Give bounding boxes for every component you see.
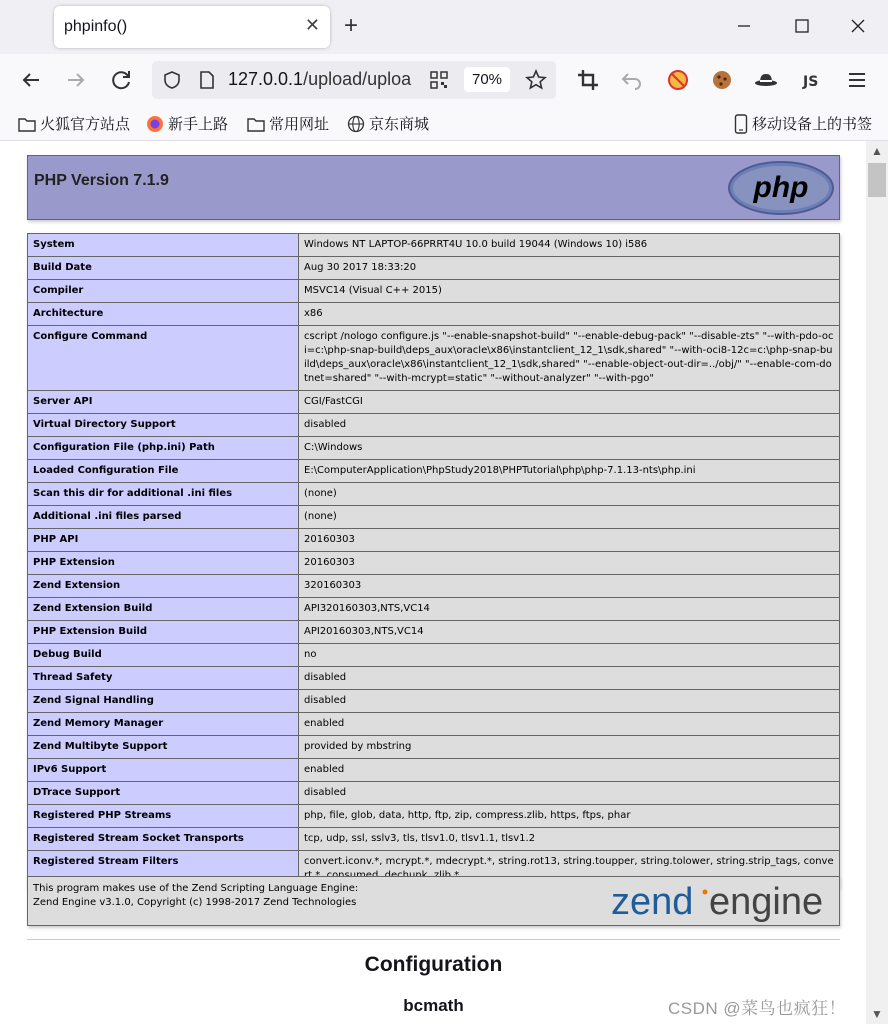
zend-logo-left: zend xyxy=(611,881,694,922)
info-value: Windows NT LAPTOP-66PRRT4U 10.0 build 19044 (Windows 10) i586 xyxy=(299,234,840,257)
shield-icon[interactable] xyxy=(162,70,182,90)
info-row xyxy=(28,483,840,506)
info-key: Scan this dir for additional .ini files xyxy=(28,483,299,506)
adblock-icon[interactable] xyxy=(664,66,692,94)
vertical-scrollbar[interactable] xyxy=(866,141,888,1024)
info-value: 20160303 xyxy=(299,552,840,575)
qr-code-icon[interactable] xyxy=(430,71,448,89)
info-row xyxy=(28,690,840,713)
info-row xyxy=(28,828,840,851)
info-row xyxy=(28,460,840,483)
info-value: C:\Windows xyxy=(299,437,840,460)
info-value: convert.iconv.*, mcrypt.*, mdecrypt.*, string.rot13, string.toupper, string.tolower, string.strip_tags, conve xyxy=(299,851,840,888)
info-key: Zend Signal Handling xyxy=(28,690,299,713)
info-value: API20160303,NTS,VC14 xyxy=(299,621,840,644)
firefox-icon xyxy=(146,115,164,133)
csdn-watermark: CSDN @菜鸟也疯狂！ xyxy=(668,999,847,1018)
info-value: no xyxy=(299,644,840,667)
info-value: E:\ComputerApplication\PhpStudy2018\PHPTutorial\php\php-7.1.13-nts\php.ini xyxy=(299,460,840,483)
page-viewport[interactable] xyxy=(0,141,866,1024)
undo-arrow-icon[interactable] xyxy=(618,66,646,94)
tab-strip xyxy=(0,0,888,54)
url-text[interactable] xyxy=(228,69,428,90)
forward-arrow-icon[interactable] xyxy=(62,66,90,94)
info-row xyxy=(28,575,840,598)
info-row xyxy=(28,506,840,529)
info-value: tcp, udp, ssl, sslv3, tls, tlsv1.0, tlsv1.1, tlsv1.2 xyxy=(299,828,840,851)
zend-engine-logo xyxy=(611,880,833,922)
php-logo xyxy=(727,160,835,216)
info-value: 20160303 xyxy=(299,529,840,552)
url-host: 127.0.0.1 xyxy=(228,69,304,89)
bookmark-jd-mall[interactable] xyxy=(347,113,429,134)
info-row xyxy=(28,326,840,391)
info-key: Loaded Configuration File xyxy=(28,460,299,483)
tab-phpinfo[interactable] xyxy=(54,6,330,48)
info-row xyxy=(28,759,840,782)
info-key: PHP API xyxy=(28,529,299,552)
info-row xyxy=(28,234,840,257)
info-value: MSVC14 (Visual C++ 2015) xyxy=(299,280,840,303)
svg-text:JS: JS xyxy=(803,74,819,90)
info-row xyxy=(28,529,840,552)
info-key: Server API xyxy=(28,391,299,414)
info-value: CGI/FastCGI xyxy=(299,391,840,414)
info-key: Zend Memory Manager xyxy=(28,713,299,736)
mobile-bookmarks-label: 移动设备上的书签 xyxy=(752,116,873,133)
php-version-title: PHP Version 7.1.9 xyxy=(34,172,169,189)
zend-logo-right: engine xyxy=(709,881,824,922)
new-tab-icon[interactable]: + xyxy=(344,12,359,39)
info-key: Virtual Directory Support xyxy=(28,414,299,437)
info-value: php, file, glob, data, http, ftp, zip, compress.zlib, https, ftps, phar xyxy=(299,805,840,828)
info-key: PHP Extension Build xyxy=(28,621,299,644)
zoom-level-button[interactable]: 70% xyxy=(464,67,510,92)
back-arrow-icon[interactable] xyxy=(17,66,45,94)
close-tab-icon[interactable]: ✕ xyxy=(304,15,320,35)
info-value: disabled xyxy=(299,667,840,690)
info-key: PHP Extension xyxy=(28,552,299,575)
info-key: System xyxy=(28,234,299,257)
php-logo-text: php xyxy=(753,171,809,204)
bookmark-label: 火狐官方站点 xyxy=(40,116,131,133)
info-key: Compiler xyxy=(28,280,299,303)
info-value: cscript /nologo configure.js "--enable-snapshot-build" "--enable-debug-pack" "--disable-zts" "--with-pdo-oci=c:\php-snap-build\deps_aux\oracle\x86\instantclient_12_1\sdk,shared" "--with-oci8-12c=c:\php-snap-build\deps_aux\oracle\x86\instantclient_12_1\sdk,shared" "--enable-object-out-dir=../obj/" "--enable-com-dotnet=shared" "--with-mcrypt=static" "--without-analyzer" "--with-pgo" xyxy=(299,326,840,391)
info-value: API320160303,NTS,VC14 xyxy=(299,598,840,621)
minimize-icon[interactable] xyxy=(730,14,758,38)
info-value: provided by mbstring xyxy=(299,736,840,759)
info-key: Registered Stream Socket Transports xyxy=(28,828,299,851)
info-row xyxy=(28,391,840,414)
menu-hamburger-icon[interactable] xyxy=(843,66,871,94)
info-key: Configure Command xyxy=(28,326,299,391)
info-key: IPv6 Support xyxy=(28,759,299,782)
bookmark-label: 京东商城 xyxy=(369,116,430,133)
cookie-icon[interactable] xyxy=(708,66,736,94)
info-row xyxy=(28,713,840,736)
info-value: disabled xyxy=(299,782,840,805)
scroll-thumb[interactable] xyxy=(868,163,886,197)
php-info-table xyxy=(27,233,840,888)
bookmark-getting-started[interactable] xyxy=(146,113,228,134)
bookmarks-toolbar xyxy=(0,106,888,141)
zend-notice-line-2: Zend Engine v3.1.0, Copyright (c) 1998-2017 Zend Technologies xyxy=(33,897,357,908)
info-value: disabled xyxy=(299,690,840,713)
info-key: Thread Safety xyxy=(28,667,299,690)
url-path: /upload/uploa xyxy=(303,69,412,89)
info-key: Configuration File (php.ini) Path xyxy=(28,437,299,460)
info-value: enabled xyxy=(299,759,840,782)
info-key: Architecture xyxy=(28,303,299,326)
info-row xyxy=(28,667,840,690)
spy-hat-icon[interactable] xyxy=(752,66,780,94)
info-value: (none) xyxy=(299,483,840,506)
zend-notice xyxy=(33,882,358,910)
bookmark-folder-firefox-sites[interactable] xyxy=(18,113,130,134)
info-value: disabled xyxy=(299,414,840,437)
configuration-heading: Configuration xyxy=(364,953,503,976)
divider xyxy=(27,939,840,940)
js-toggle-icon[interactable] xyxy=(798,66,826,94)
url-bar[interactable] xyxy=(152,61,556,99)
info-value: Aug 30 2017 18:33:20 xyxy=(299,257,840,280)
info-row xyxy=(28,736,840,759)
info-key: Registered PHP Streams xyxy=(28,805,299,828)
info-value: enabled xyxy=(299,713,840,736)
navigation-toolbar xyxy=(0,54,888,106)
zend-engine-box xyxy=(27,876,840,926)
bookmark-star-icon[interactable] xyxy=(525,69,547,91)
zend-notice-line-1: This program makes use of the Zend Scripting Language Engine: xyxy=(33,883,359,894)
tab-title: phpinfo() xyxy=(64,18,128,35)
scroll-down-arrow-icon[interactable]: ▼ xyxy=(871,1007,883,1021)
info-row xyxy=(28,621,840,644)
bcmath-heading: bcmath xyxy=(403,996,464,1015)
globe-icon xyxy=(347,115,365,133)
info-row xyxy=(28,552,840,575)
info-key: DTrace Support xyxy=(28,782,299,805)
info-value: (none) xyxy=(299,506,840,529)
info-row xyxy=(28,805,840,828)
info-row xyxy=(28,644,840,667)
bookmark-label: 新手上路 xyxy=(168,116,229,133)
bookmark-label: 常用网址 xyxy=(269,116,330,133)
info-key: Registered Stream Filters xyxy=(28,851,299,888)
info-row xyxy=(28,598,840,621)
info-key: Zend Multibyte Support xyxy=(28,736,299,759)
info-row xyxy=(28,280,840,303)
info-row xyxy=(28,782,840,805)
info-key: Build Date xyxy=(28,257,299,280)
mobile-device-icon xyxy=(734,114,748,134)
maximize-icon[interactable] xyxy=(788,14,816,38)
info-key: Additional .ini files parsed xyxy=(28,506,299,529)
info-key: Zend Extension Build xyxy=(28,598,299,621)
info-row xyxy=(28,437,840,460)
folder-icon xyxy=(247,116,265,132)
php-version-header xyxy=(27,155,840,220)
screenshot-crop-icon[interactable] xyxy=(574,66,602,94)
bookmark-folder-common-sites[interactable] xyxy=(247,113,329,134)
folder-icon xyxy=(18,116,36,132)
mobile-bookmarks[interactable] xyxy=(734,113,872,134)
info-row xyxy=(28,303,840,326)
info-value: x86 xyxy=(299,303,840,326)
scroll-up-arrow-icon[interactable]: ▲ xyxy=(871,144,883,158)
info-row xyxy=(28,414,840,437)
info-value: 320160303 xyxy=(299,575,840,598)
info-key: Zend Extension xyxy=(28,575,299,598)
reload-icon[interactable] xyxy=(107,66,135,94)
info-row xyxy=(28,257,840,280)
page-icon[interactable] xyxy=(198,70,216,90)
info-key: Debug Build xyxy=(28,644,299,667)
close-window-icon[interactable] xyxy=(844,14,872,38)
